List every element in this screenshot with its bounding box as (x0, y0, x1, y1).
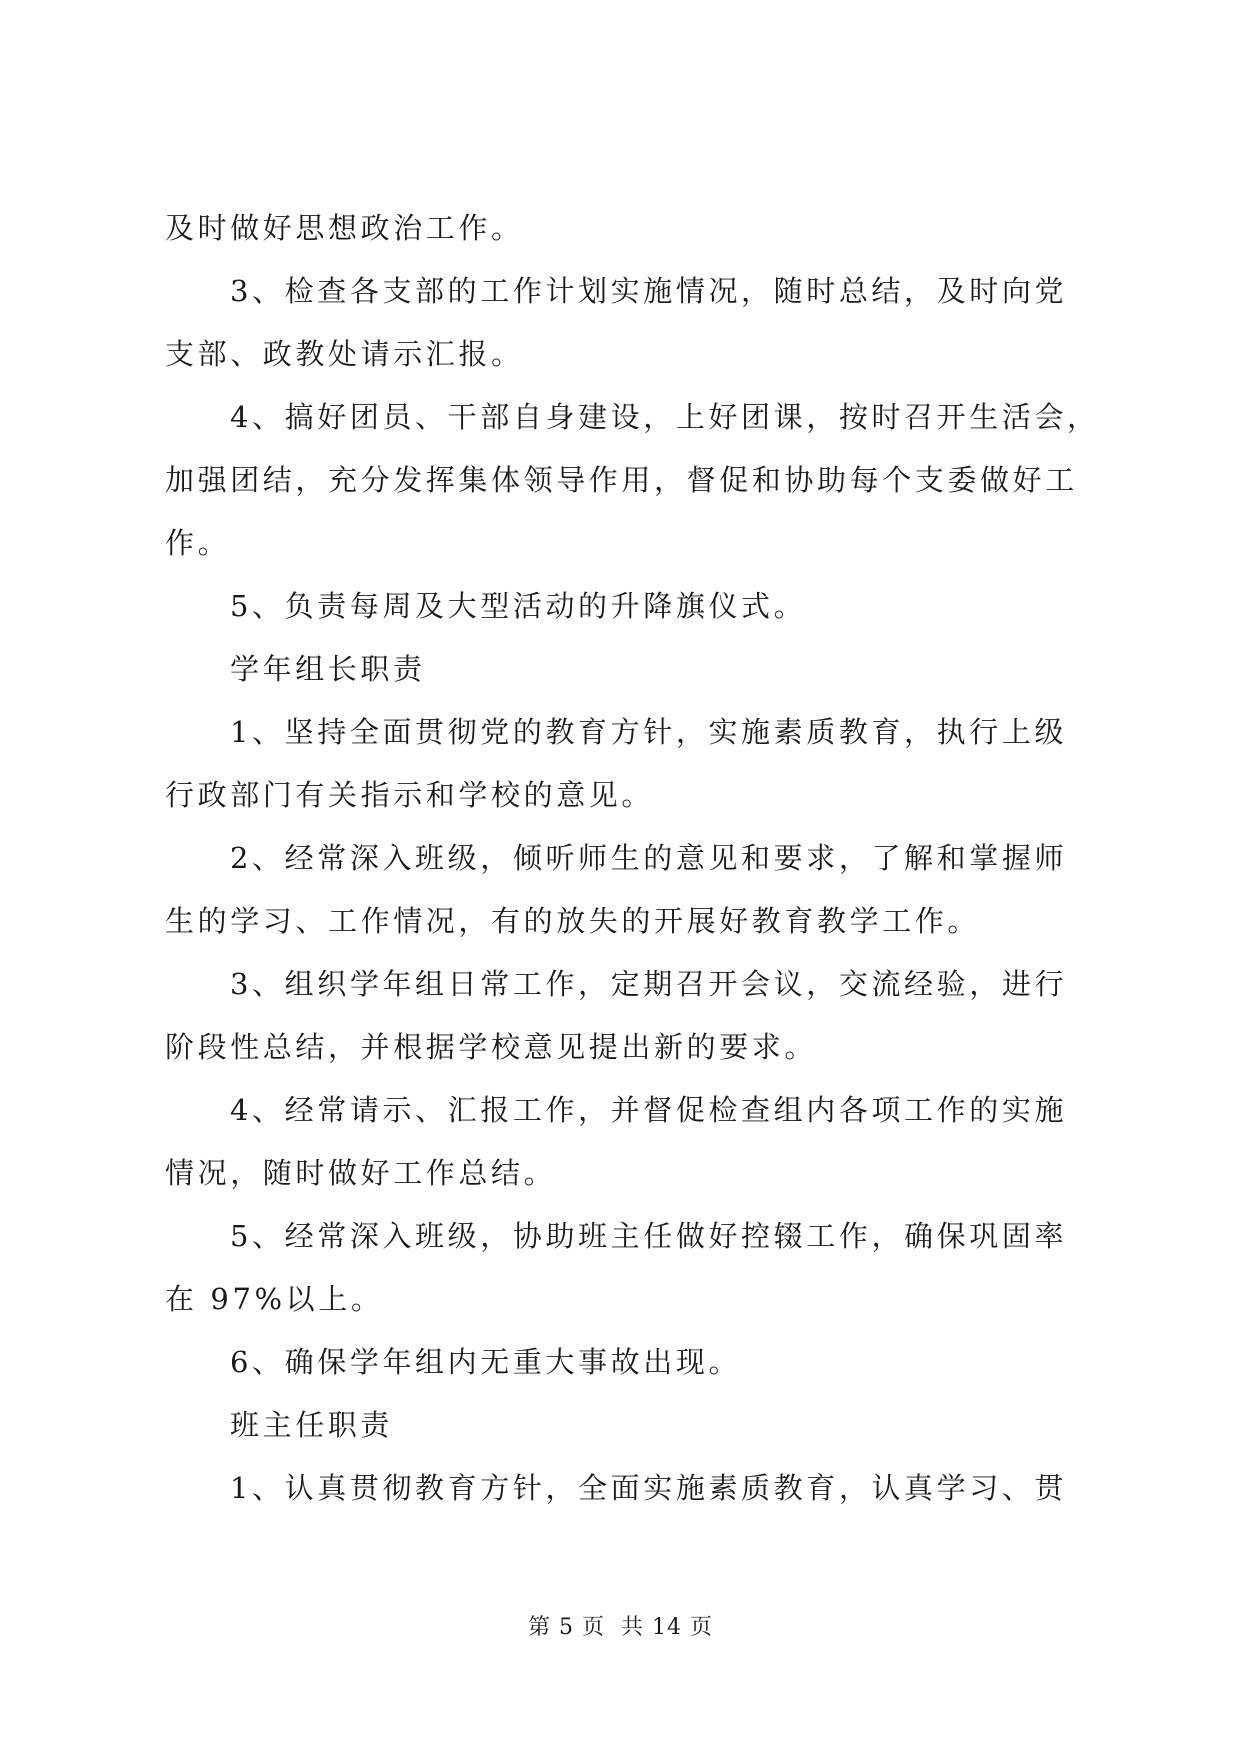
text-line: 1、认真贯彻教育方针，全面实施素质教育，认真学习、贯 (230, 1471, 1068, 1505)
text-line: 6、确保学年组内无重大事故出现。 (230, 1345, 742, 1379)
text-line: 1、坚持全面贯彻党的教育方针，实施素质教育，执行上级 (230, 715, 1068, 749)
text-line: 3、组织学年组日常工作，定期召开会议，交流经验，进行 (230, 967, 1068, 1001)
text-line: 5、经常深入班级，协助班主任做好控辍工作，确保巩固率 (230, 1219, 1068, 1253)
text-line: 4、经常请示、汇报工作，并督促检查组内各项工作的实施 (230, 1093, 1068, 1127)
page-number-label: 第 5 页 共 14 页 (528, 1615, 713, 1640)
text-line: 行政部门有关指示和学校的意见。 (165, 778, 655, 812)
page-footer (0, 1610, 1241, 1641)
document-body (165, 197, 1100, 1520)
text-line: 2、经常深入班级，倾听师生的意见和要求，了解和掌握师 (230, 841, 1068, 875)
text-line: 在 97%以上。 (165, 1282, 384, 1316)
text-line: 支部、政教处请示汇报。 (165, 337, 524, 371)
text-line: 3、检查各支部的工作计划实施情况，随时总结，及时向党 (230, 274, 1068, 308)
text-line: 加强团结，充分发挥集体领导作用，督促和协助每个支委做好工 (165, 463, 1078, 497)
text-line: 5、负责每周及大型活动的升降旗仪式。 (230, 589, 807, 623)
text-line: 阶段性总结，并根据学校意见提出新的要求。 (165, 1030, 818, 1064)
text-line: 生的学习、工作情况，有的放失的开展好教育教学工作。 (165, 904, 981, 938)
text-line: 及时做好思想政治工作。 (165, 211, 524, 245)
section-heading: 班主任职责 (230, 1408, 394, 1442)
text-line: 情况，随时做好工作总结。 (165, 1156, 557, 1190)
text-line: 作。 (165, 526, 231, 560)
section-heading: 学年组长职责 (230, 652, 426, 686)
text-line: 4、搞好团员、干部自身建设，上好团课，按时召开生活会， (230, 400, 1100, 434)
